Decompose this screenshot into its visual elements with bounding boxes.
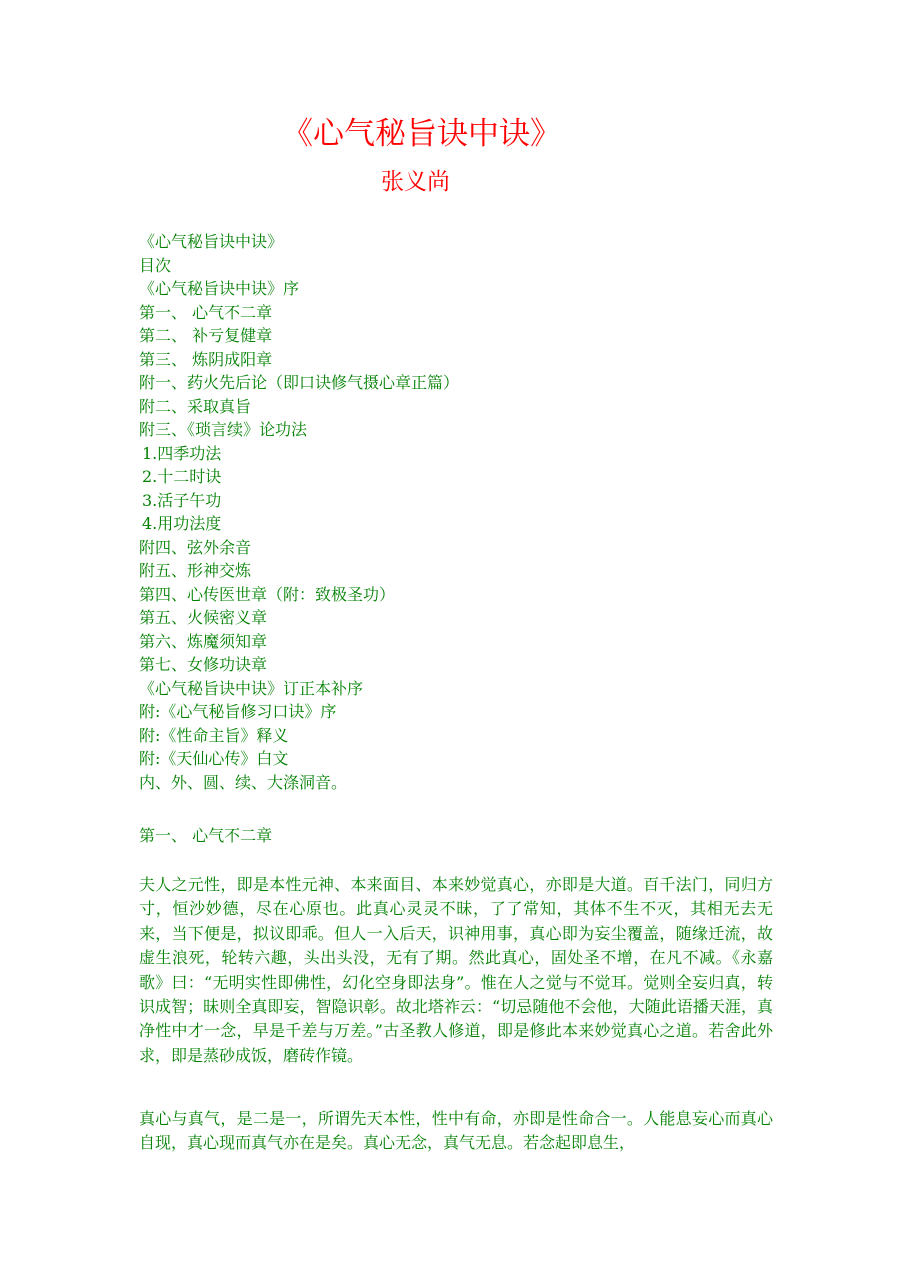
toc-item: 附:《性命主旨》释义: [139, 725, 289, 745]
body-paragraph: 真心与真气，是二是一，所谓先天本性，性中有命，亦即是性命合一。人能息妄心而真心自现，真心现而真气亦在是矣。真心无念，真气无息。若念起即息生，: [139, 1109, 773, 1153]
document-title: 《心气秘旨诀中诀》: [282, 116, 561, 152]
toc-item: 附二、采取真旨: [139, 396, 252, 416]
toc-item: 《心气秘旨诀中诀》订正本补序: [139, 678, 364, 698]
toc-item: 2.十二时诀: [142, 467, 222, 486]
toc-item: 第三、 炼阴成阳章: [139, 349, 273, 369]
toc-item: 第一、 心气不二章: [139, 302, 273, 322]
toc-item: 第七、女修功诀章: [139, 655, 268, 674]
toc-item: 附:《心气秘旨修习口诀》序: [139, 702, 337, 721]
toc-item: 目次: [139, 255, 172, 275]
toc-item: 附三、《琐言续》论功法: [139, 420, 308, 439]
document-author: 张义尚: [381, 169, 450, 195]
toc-item: 《心气秘旨诀中诀》序: [139, 279, 300, 298]
toc-item: 附四、弦外余音: [139, 537, 252, 557]
toc-item: 第五、火候密义章: [139, 608, 268, 627]
body-paragraph: 夫人之元性，即是本性元神、本来面目、本来妙觉真心，亦即是大道。百千法门，同归方寸，恒沙妙德，尽在心原也。此真心灵灵不昧，了了常知，其体不生不灭，其相无去无来，当下便是，拟议即乖。但人一入后天，识神用事，真心即为妄尘覆盖，随缘迁流，故虚生浪死，轮转六趣，头出头没，无有了期。然此真心，固处圣不增，在凡不减。《永嘉歌》曰：“无明实性即佛性，幻化空身即法身”。惟在人之觉与不觉耳。觉则全妄归真，转识成智；昧则全真即妄，智隐识彰。故北塔祚云：“切忌随他不会他，大随此语播天涯，真净性中才一念，早是千差与万差。”古圣教人修道，即是修此本来妙觉真心之道。若舍此外求，即是蒸砂成饭，磨砖作镜。: [139, 875, 773, 1065]
section-heading: 第一、 心气不二章: [139, 826, 273, 845]
toc-item: 内、外、圆、续、大涤洞音。: [139, 772, 348, 792]
toc-item: 1.四季功法: [142, 443, 222, 463]
toc-item: 《心气秘旨诀中诀》: [139, 232, 284, 251]
toc-item: 第二、 补亏复健章: [139, 326, 273, 345]
toc-item: 4.用功法度: [142, 514, 222, 533]
toc-item: 附五、形神交炼: [139, 561, 252, 580]
toc-item: 第六、炼魔须知章: [139, 631, 268, 651]
toc-item: 3.活子午功: [142, 490, 222, 510]
toc-item: 附一、药火先后论（即口诀修气摄心章正篇）: [139, 373, 460, 392]
table-of-contents: [139, 230, 459, 794]
toc-item: 第四、心传医世章（附：致极圣功）: [139, 584, 396, 604]
toc-item: 附:《天仙心传》白文: [139, 749, 289, 768]
